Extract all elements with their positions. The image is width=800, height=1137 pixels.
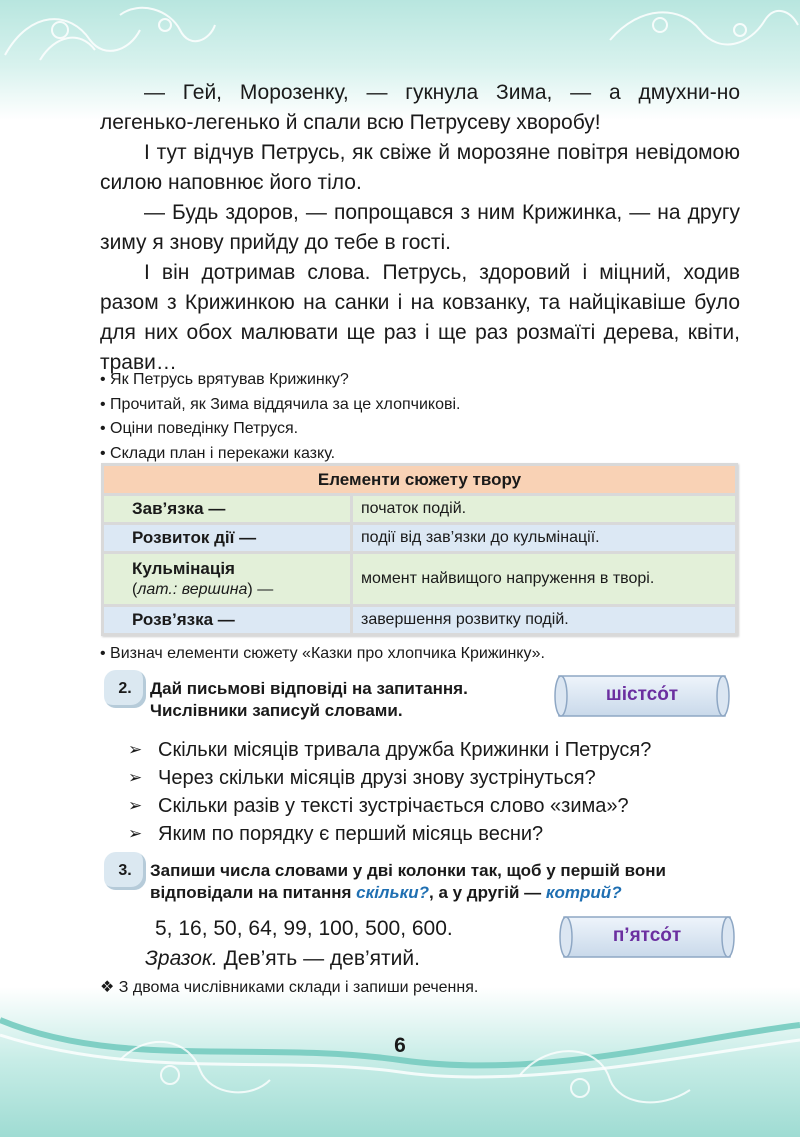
table-term-note: (лат.: вершина) — — [132, 581, 274, 598]
story-paragraph: І тут відчув Петрусь, як свіже й морозяне повітря невідомою силою наповнює його тіло. — [100, 141, 740, 194]
table-row — [104, 496, 735, 522]
arrow-bullet-icon: ➢ — [128, 768, 143, 787]
table-definition: момент найвищого напруження в творі. — [353, 554, 735, 604]
plot-elements-table — [101, 463, 738, 636]
top-left-ornament — [0, 0, 220, 70]
list-item: ➢ Скільки місяців тривала дружба Крижинки і Петруся? — [128, 736, 651, 764]
story-paragraph: — Гей, Морозенку, — гукнула Зима, — а дмухни-но легенько-легенько й спали всю Петрусеву хворобу! — [100, 81, 740, 134]
task2-instructions — [150, 678, 468, 722]
table-term: Розвиток дії — — [104, 525, 350, 551]
list-item: ➢ Скільки разів у тексті зустрічається слово «зима»? — [128, 792, 651, 820]
plot-task: • Визнач елементи сюжету «Казки про хлопчика Крижинку». — [100, 645, 545, 662]
table-term: Кульмінація — [132, 559, 235, 578]
page-number: 6 — [394, 1034, 406, 1057]
question-item: • Як Петрусь врятував Крижинку? — [100, 371, 349, 388]
table-row — [104, 525, 735, 551]
task-number-badge: 2. — [104, 670, 146, 708]
arrow-bullet-icon: ➢ — [128, 796, 143, 815]
task3-instructions — [150, 860, 666, 904]
arrow-bullet-icon: ➢ — [128, 740, 143, 759]
list-item: ➢ Через скільки місяців друзі знову зустрінуться? — [128, 764, 651, 792]
table-definition: завершення розвитку подій. — [353, 607, 735, 633]
task-number-badge: 3. — [104, 852, 146, 890]
list-item: ➢ Яким по порядку є перший місяць весни? — [128, 820, 651, 848]
final-task: ❖ З двома числівниками склади і запиши речення. — [100, 979, 479, 996]
question-item: • Прочитай, як Зима віддячила за це хлопчикові. — [100, 395, 461, 413]
table-row — [104, 554, 735, 604]
word-scroll — [553, 670, 731, 722]
bottom-wave-ornament — [0, 1000, 800, 1137]
task3-line: Запиши числа словами у дві колонки так, щоб у першій вони — [150, 861, 666, 880]
task2-line: Дай письмові відповіді на запитання. — [150, 679, 468, 698]
top-right-ornament — [600, 0, 800, 60]
task2-line: Числівники записуй словами. — [150, 701, 403, 720]
story-paragraph: — Будь здоров, — попрощався з ним Крижинка, — на другу зиму я знову прийду до тебе в гості. — [100, 201, 740, 254]
table-definition: початок подій. — [353, 496, 735, 522]
table-term: Зав’язка — — [104, 496, 350, 522]
table-term: Розв’язка — — [104, 607, 350, 633]
task2-question-list — [128, 736, 651, 848]
question-item: • Оціни поведінку Петруся. — [100, 420, 299, 437]
questions-list — [100, 368, 740, 466]
scroll-word: шістсо́т — [605, 684, 679, 705]
sample-answer: Зразок. Дев’ять — дев’ятий. — [145, 947, 420, 970]
story-text — [100, 78, 740, 378]
story-paragraph: І він дотримав слова. Петрусь, здоровий і міцний, ходив разом з Крижинкою на санки і на ковзанку, та найцікавіше було для них обох малювати ще раз і ще раз розмаїті дерева, квіти, трави… — [100, 261, 740, 374]
question-item: • Склади план і перекажи казку. — [100, 444, 336, 462]
numbers-to-write: 5, 16, 50, 64, 99, 100, 500, 600. — [155, 917, 453, 940]
table-header: Елементи сюжету твору — [104, 466, 735, 493]
arrow-bullet-icon: ➢ — [128, 824, 143, 843]
table-term-cell — [104, 554, 350, 604]
table-row — [104, 607, 735, 633]
table-definition: події від зав’язки до кульмінації. — [353, 525, 735, 551]
task3-line: відповідали на питання скільки?, а у другій — котрий? — [150, 883, 622, 902]
scroll-word: п’ятсо́т — [612, 925, 682, 946]
word-scroll — [558, 911, 736, 963]
